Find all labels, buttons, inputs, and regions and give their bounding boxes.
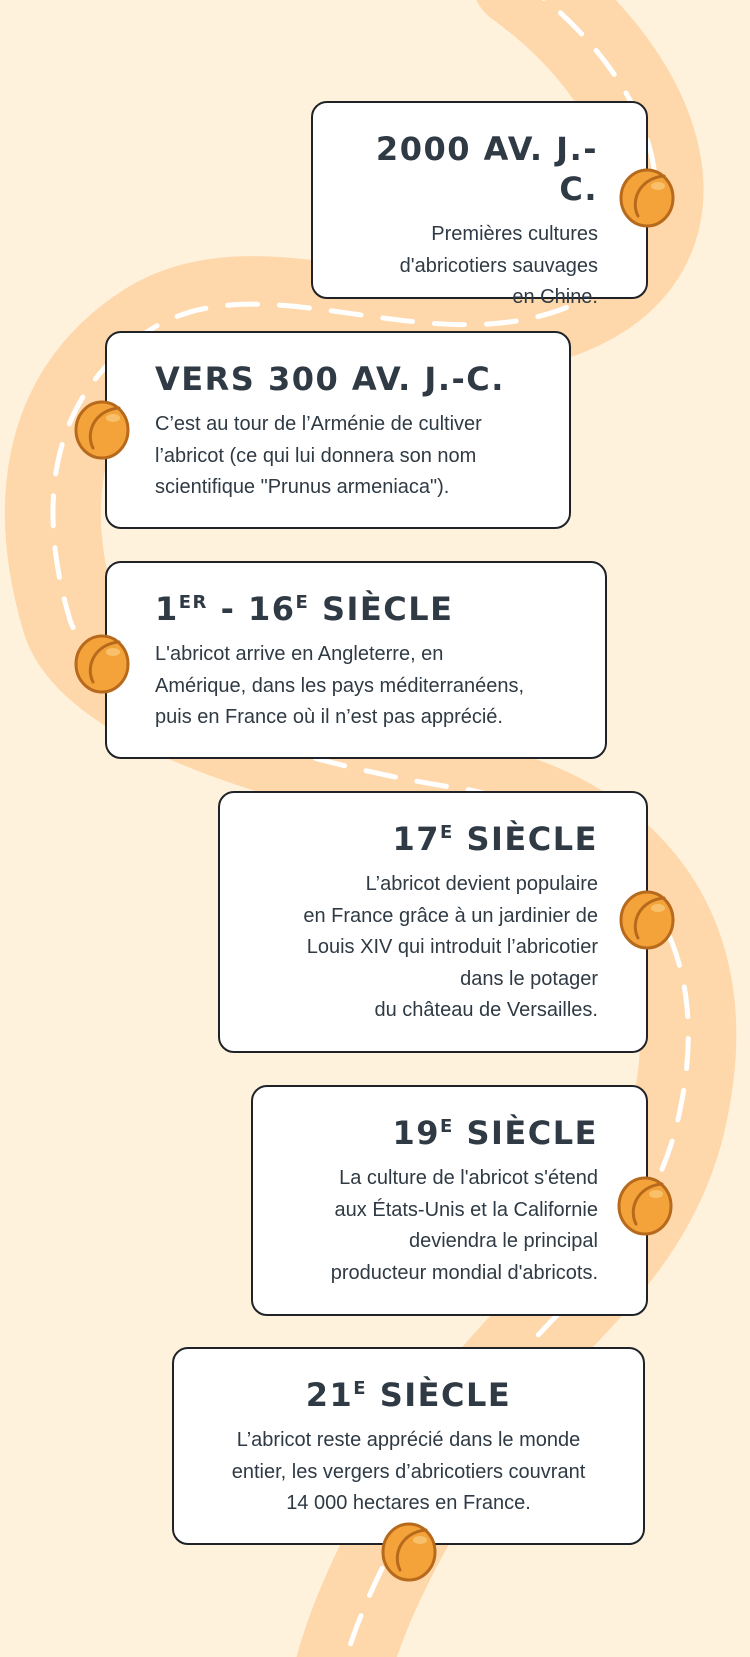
- timeline-card-19th-century: [251, 1085, 648, 1316]
- card-title: VERS 300 AV. J.-C.: [155, 360, 505, 398]
- timeline-card-21st-century: [172, 1347, 645, 1545]
- apricot-icon: [618, 886, 676, 950]
- title-part: SIÈCLE: [367, 1376, 512, 1414]
- card-description: L’abricot reste apprécié dans le monde entier, les vergers d’abricotiers couvrant 14 000 hectares en France.: [231, 1429, 586, 1514]
- card-description: La culture de l'abricot s'étend aux États-Unis et la Californie deviendra le principal producteur mondial d'abricots.: [330, 1167, 598, 1284]
- card-description: Premières cultures d'abricotiers sauvages en Chine.: [399, 223, 598, 308]
- apricot-icon: [616, 1172, 674, 1236]
- title-part: SIÈCLE: [453, 1114, 598, 1152]
- title-part: SIÈCLE: [309, 590, 454, 628]
- card-title: 2000 AV. J.-C.: [375, 130, 598, 208]
- timeline-card-17th-century: [218, 791, 648, 1053]
- apricot-icon: [73, 630, 131, 694]
- title-part: 17: [392, 820, 441, 858]
- apricot-icon: [73, 396, 131, 460]
- card-title: [301, 1113, 598, 1153]
- card-title: [204, 1375, 613, 1415]
- title-part: 1: [155, 590, 179, 628]
- card-title: [155, 589, 557, 629]
- timeline-card-2000-bc: [311, 101, 648, 308]
- title-part: 21: [305, 1376, 354, 1414]
- card-title: [268, 819, 598, 859]
- card-description: C’est au tour de l’Arménie de cultiver l’abricot (ce qui lui donnera son nom scientifique "Prunus armeniaca").: [155, 413, 482, 498]
- apricot-icon: [618, 164, 676, 228]
- card-description: L’abricot devient populaire en France grâce à un jardinier de Louis XIV qui introduit l’abricotier dans le potager du château de Versailles.: [303, 873, 598, 1021]
- title-superscript: E: [353, 1378, 368, 1399]
- timeline-card-300-bc: [105, 331, 571, 529]
- title-part: SIÈCLE: [453, 820, 598, 858]
- title-part: - 16: [207, 590, 296, 628]
- card-description: L'abricot arrive en Angleterre, en Amérique, dans les pays méditerranéens, puis en France où il n’est pas apprécié.: [155, 643, 525, 728]
- title-superscript: ER: [178, 592, 208, 613]
- title-superscript: E: [440, 822, 454, 843]
- title-superscript: E: [440, 1116, 454, 1137]
- apricot-icon: [380, 1518, 438, 1582]
- title-part: 19: [392, 1114, 441, 1152]
- timeline-card-1st-16th-century: [105, 561, 607, 759]
- title-superscript: E: [295, 592, 310, 613]
